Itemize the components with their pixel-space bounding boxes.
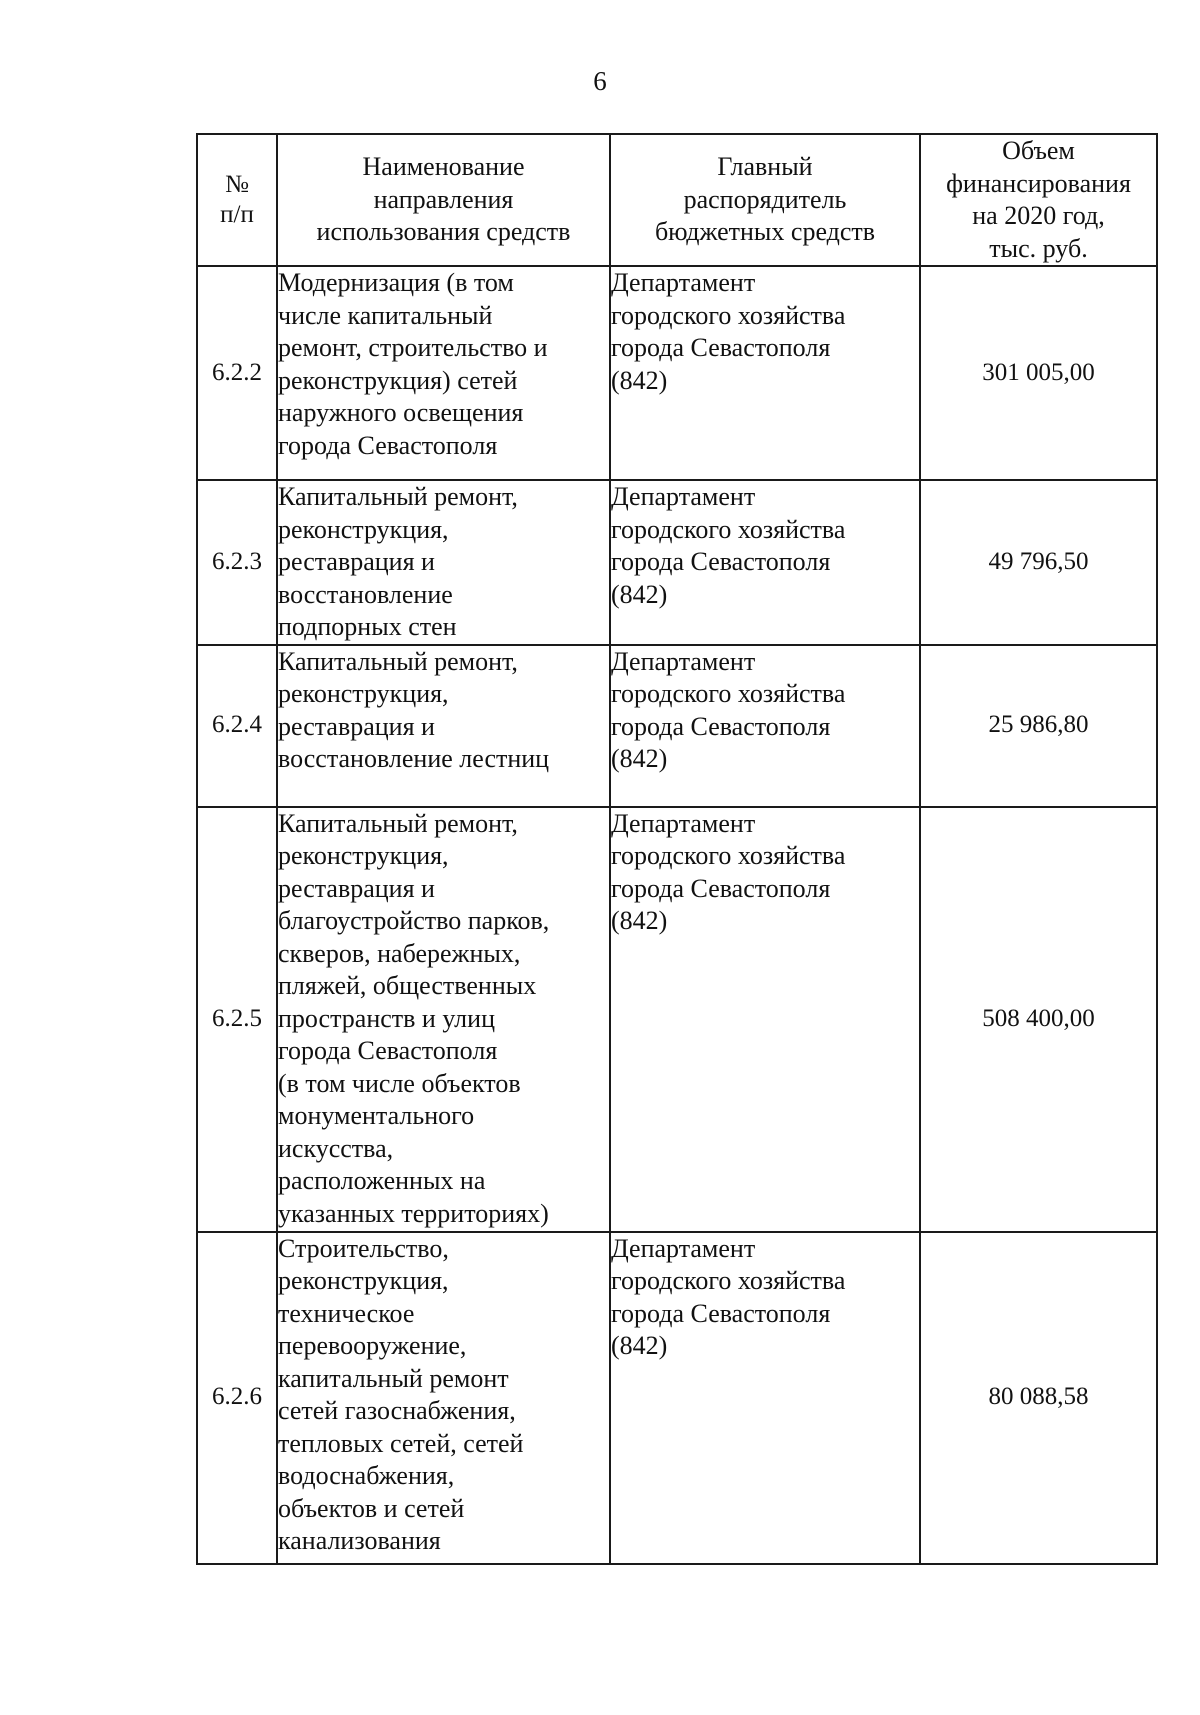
row-department: Департамент городского хозяйства города Севастополя (842)	[610, 645, 920, 807]
row-amount: 508 400,00	[920, 807, 1157, 1232]
row-department: Департамент городского хозяйства города Севастополя (842)	[610, 807, 920, 1232]
page-number: 6	[593, 66, 607, 96]
row-department: Департамент городского хозяйства города Севастополя (842)	[610, 480, 920, 645]
row-number: 6.2.2	[197, 266, 277, 480]
row-number: 6.2.4	[197, 645, 277, 807]
table-row	[197, 645, 1157, 807]
row-number: 6.2.6	[197, 1232, 277, 1564]
table-row	[197, 1232, 1157, 1564]
header-number: № п/п	[197, 134, 277, 266]
row-name: Капитальный ремонт, реконструкция, реставрация и благоустройство парков, скверов, набережных, пляжей, общественных пространств и улиц города Севастополя (в том числе объектов монументального искусства, расположенных на указанных территориях)	[277, 807, 610, 1232]
row-amount: 80 088,58	[920, 1232, 1157, 1564]
table-header	[197, 134, 1157, 266]
funding-table	[196, 133, 1158, 1565]
row-department: Департамент городского хозяйства города Севастополя (842)	[610, 1232, 920, 1564]
header-department: Главный распорядитель бюджетных средств	[610, 134, 920, 266]
row-name: Капитальный ремонт, реконструкция, реставрация и восстановление подпорных стен	[277, 480, 610, 645]
row-amount: 49 796,50	[920, 480, 1157, 645]
row-name: Строительство, реконструкция, техническое перевооружение, капитальный ремонт сетей газоснабжения, тепловых сетей, сетей водоснабжения, объектов и сетей канализования	[277, 1232, 610, 1564]
row-amount: 25 986,80	[920, 645, 1157, 807]
row-department: Департамент городского хозяйства города Севастополя (842)	[610, 266, 920, 480]
table-row	[197, 266, 1157, 480]
header-row	[197, 134, 1157, 266]
header-amount: Объем финансирования на 2020 год, тыс. руб.	[920, 134, 1157, 266]
row-amount: 301 005,00	[920, 266, 1157, 480]
row-name: Модернизация (в том числе капитальный ремонт, строительство и реконструкция) сетей наружного освещения города Севастополя	[277, 266, 610, 480]
table-row	[197, 807, 1157, 1232]
table-body	[197, 266, 1157, 1564]
row-number: 6.2.5	[197, 807, 277, 1232]
table-row	[197, 480, 1157, 645]
row-number: 6.2.3	[197, 480, 277, 645]
header-name: Наименование направления использования средств	[277, 134, 610, 266]
row-name: Капитальный ремонт, реконструкция, реставрация и восстановление лестниц	[277, 645, 610, 807]
